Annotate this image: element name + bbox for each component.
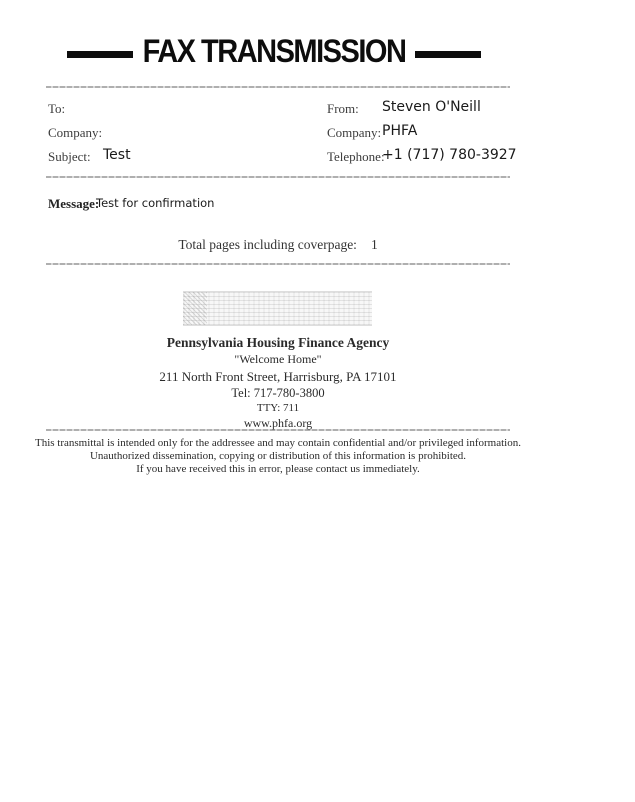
company-recipient-value: PHFA (382, 123, 418, 139)
total-pages-value: 1 (370, 237, 378, 252)
subject-value: Test (103, 147, 131, 163)
company-recipient-label: Company: (327, 125, 382, 140)
phfa-logo-faint (183, 291, 372, 326)
agency-website: www.phfa.org (243, 416, 313, 430)
header-right-bar (415, 51, 481, 58)
header-left-bar (67, 51, 133, 58)
agency-telephone: Tel: 717-780-3800 (231, 386, 325, 400)
telephone-label: Telephone: (327, 149, 385, 164)
message-value: Test for confirmation (96, 196, 215, 210)
agency-name: Pennsylvania Housing Finance Agency (166, 335, 390, 350)
agency-block (46, 334, 510, 431)
company-sender-label: Company: (48, 125, 103, 140)
agency-address: 211 North Front Street, Harrisburg, PA 17101 (159, 369, 397, 384)
disclaimer (30, 437, 526, 475)
page-title: FAX TRANSMISSION (142, 33, 406, 70)
agency-tty: TTY: 711 (256, 402, 300, 414)
to-label: To: (48, 101, 66, 116)
disclaimer-line-3: If you have received this in error, please contact us immediately. (136, 462, 420, 475)
separator-header (46, 86, 510, 88)
total-pages-line (46, 237, 510, 253)
subject-label: Subject: (48, 149, 91, 164)
from-label: From: (327, 101, 359, 116)
telephone-value: +1 (717) 780-3927 (382, 147, 517, 163)
phfa-logo-mark (183, 292, 207, 325)
from-value: Steven O'Neill (382, 99, 481, 115)
separator-message (46, 263, 510, 265)
fax-header (78, 33, 470, 71)
message-label: Message: (48, 196, 100, 211)
disclaimer-line-2: Unauthorized dissemination, copying or distribution of this information is prohibited. (89, 449, 467, 462)
total-pages-label: Total pages including coverpage: (178, 237, 357, 252)
agency-tagline: "Welcome Home" (234, 352, 322, 366)
separator-fields (46, 176, 510, 178)
disclaimer-line-1: This transmittal is intended only for the addressee and may contain confidential and/or privileged information. (34, 437, 521, 449)
